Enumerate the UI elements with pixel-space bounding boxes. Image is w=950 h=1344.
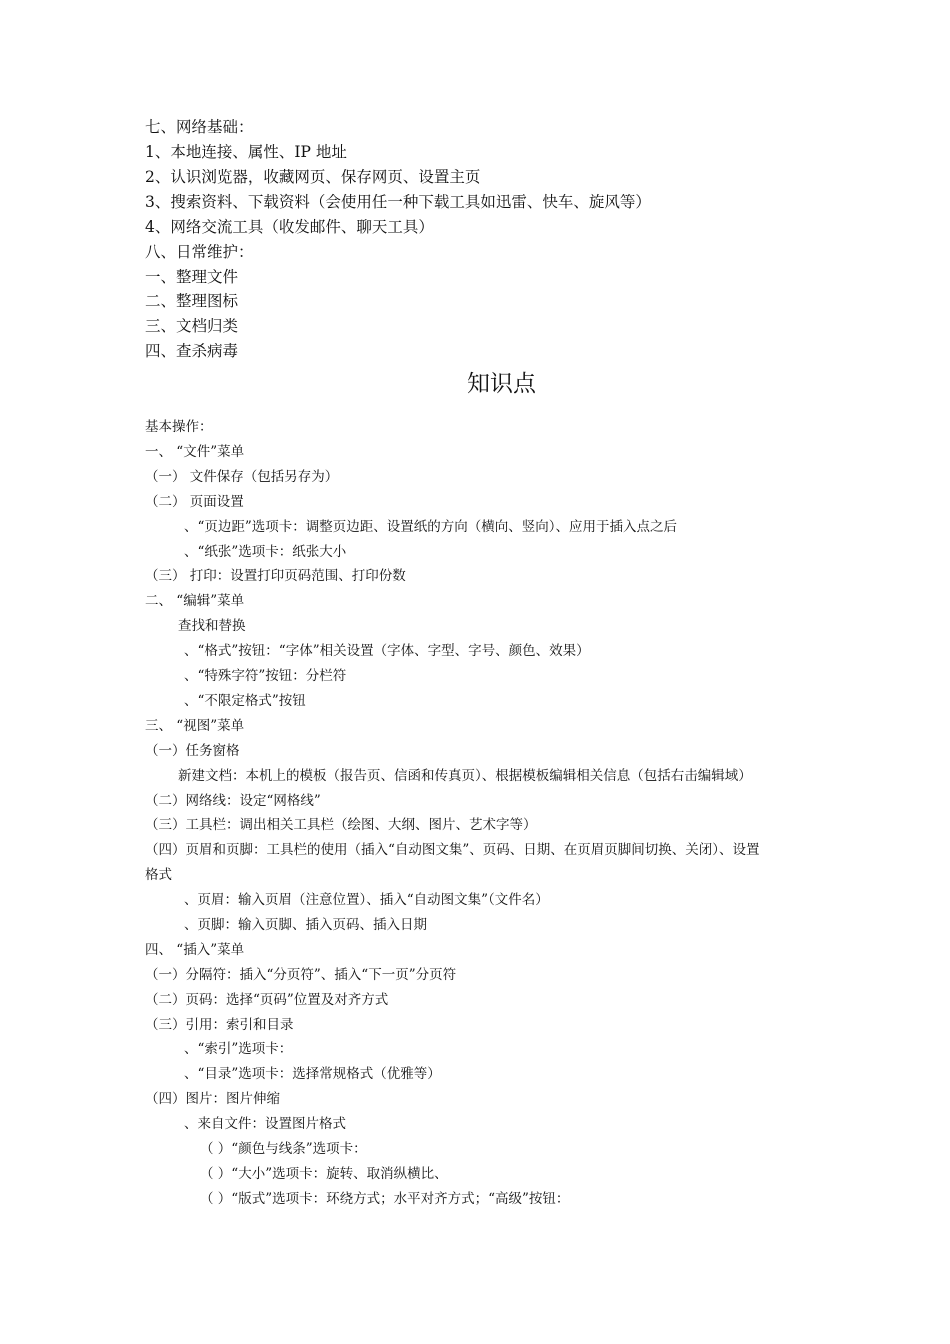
text-line: 、“纸张”选项卡：纸张大小 [184,544,347,560]
section-heading-network: 七、网络基础： [145,118,254,136]
menu-heading: 四、 “插入”菜单 [145,942,245,958]
text-line: 、页眉：输入页眉（注意位置）、插入“自动图文集”（文件名） [184,892,549,908]
text-line: （四）页眉和页脚：工具栏的使用（插入“自动图文集”、页码、日期、在页眉页脚间切换、关闭）、设置 [145,842,760,858]
section-heading-maintenance: 八、日常维护： [145,243,254,261]
text-line: （ ）“版式”选项卡：环绕方式；水平对齐方式；“高级”按钮： [200,1191,570,1207]
text-line: （四）图片：图片伸缩 [145,1091,280,1107]
page-title: 知识点 [467,371,536,397]
text-line: 基本操作： [145,419,213,435]
text-line: （一）分隔符：插入“分页符”、插入“下一页”分页符 [145,967,457,983]
text-line: （ ）“大小”选项卡：旋转、取消纵横比、 [200,1166,448,1182]
menu-heading: 一、 “文件”菜单 [145,444,245,460]
text-line: 、“目录”选项卡：选择常规格式（优雅等） [184,1066,441,1082]
list-item: 4、网络交流工具（收发邮件、聊天工具） [145,218,434,236]
menu-heading: 三、 “视图”菜单 [145,718,245,734]
text-line: （ ）“颜色与线条”选项卡： [200,1141,367,1157]
list-item: 3、搜索资料、下载资料（会使用任一种下载工具如迅雷、快车、旋风等） [145,193,651,211]
text-line: （二）网络线：设定“网格线” [145,793,321,809]
text-line: （三） 打印：设置打印页码范围、打印份数 [145,568,406,584]
text-line: 、“格式”按钮：“字体”相关设置（字体、字型、字号、颜色、效果） [184,643,590,659]
text-line: 新建文档：本机上的模板（报告页、信函和传真页）、根据模板编辑相关信息（包括右击编辑域） [178,768,752,784]
list-item: 一、整理文件 [145,268,239,286]
text-line: （一） 文件保存（包括另存为） [145,469,339,485]
text-line: 、来自文件：设置图片格式 [184,1116,346,1132]
text-line: 、“索引”选项卡： [184,1041,293,1057]
text-line: 、“页边距”选项卡：调整页边距、设置纸的方向（横向、竖向）、应用于插入点之后 [184,519,678,535]
text-line: （一）任务窗格 [145,743,240,759]
text-line: （三）工具栏：调出相关工具栏（绘图、大纲、图片、艺术字等） [145,817,537,833]
text-line: （三）引用：索引和目录 [145,1017,294,1033]
text-line: （二）页码：选择“页码”位置及对齐方式 [145,992,389,1008]
menu-heading: 二、 “编辑”菜单 [145,593,245,609]
list-item: 二、整理图标 [145,292,239,310]
list-item: 三、文档归类 [145,317,239,335]
list-item: 1、本地连接、属性、IP 地址 [145,143,347,161]
text-line: 、“特殊字符”按钮：分栏符 [184,668,347,684]
list-item: 2、认识浏览器，收藏网页、保存网页、设置主页 [145,168,481,186]
text-line: （二） 页面设置 [145,494,244,510]
list-item: 四、查杀病毒 [145,342,239,360]
text-line: 、页脚：输入页脚、插入页码、插入日期 [184,917,427,933]
text-line: 、“不限定格式”按钮 [184,693,306,709]
text-line: 查找和替换 [178,618,246,634]
text-line: 格式 [145,867,172,883]
